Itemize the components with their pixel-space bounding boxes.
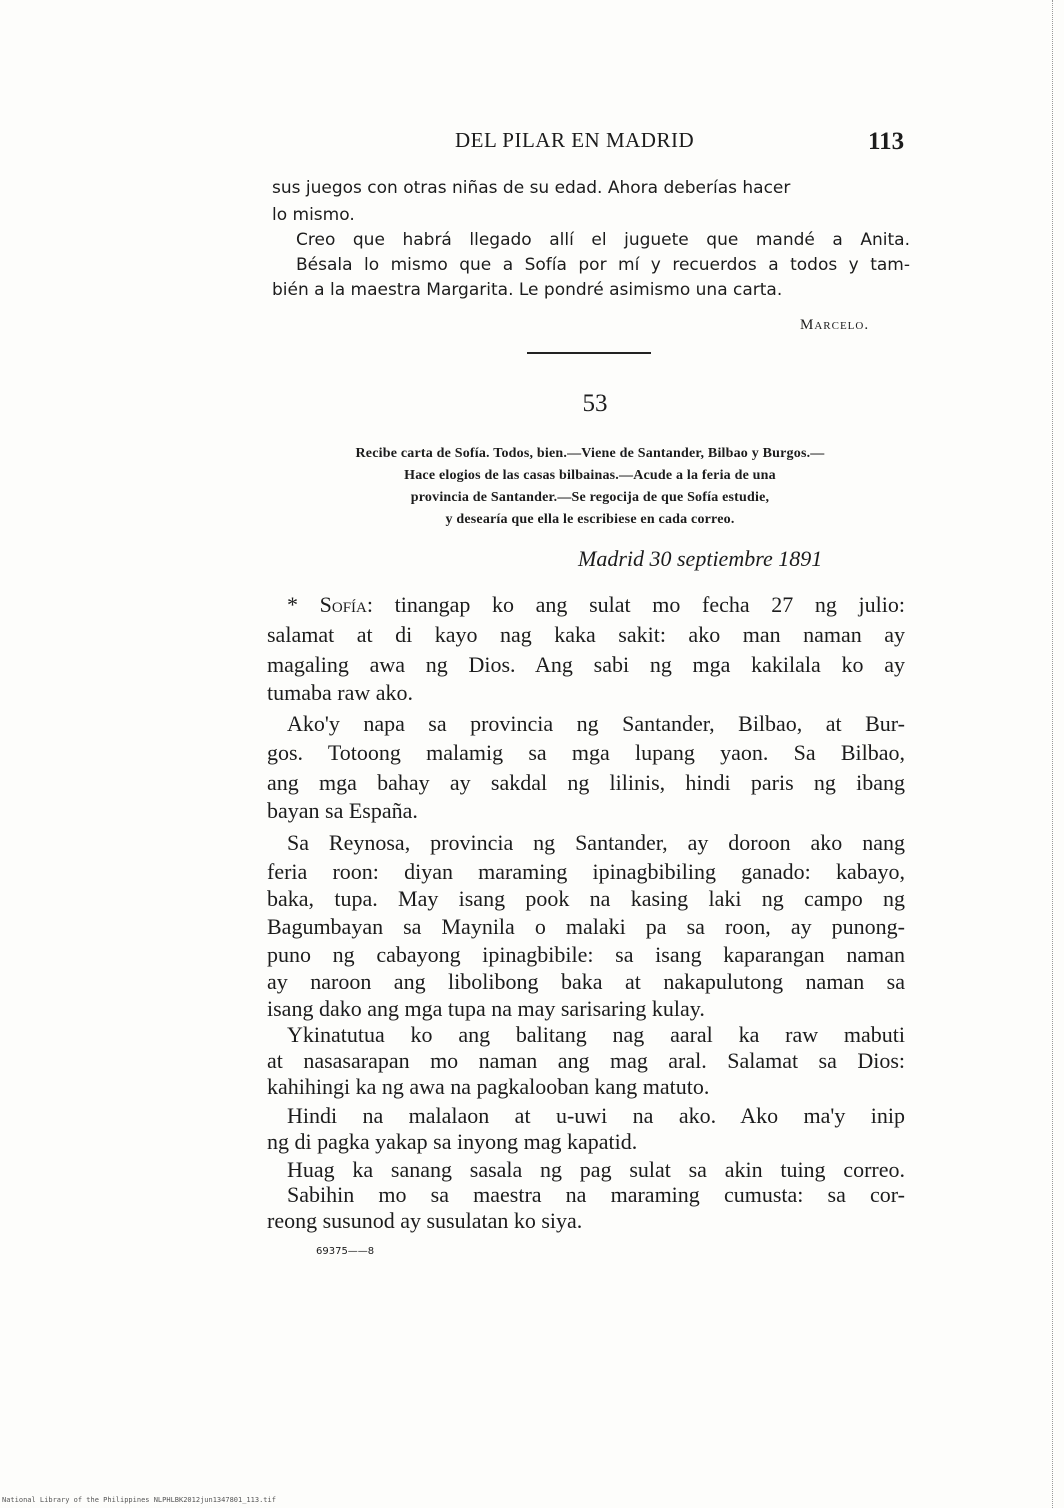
body-line: ng di pagka yakap sa inyong mag kapatid. xyxy=(267,1129,638,1154)
body-line xyxy=(267,590,905,620)
body-line: Bagumbayan sa Maynila o malaki pa sa roon, ay punong- xyxy=(267,914,905,939)
body-line: kahihingi ka ng awa na pagkalooban kang matuto. xyxy=(267,1074,710,1099)
body-line: reong susunod ay susulatan ko siya. xyxy=(267,1208,583,1233)
body-line: at nasasarapan mo naman ang mag aral. Salamat sa Dios: xyxy=(267,1048,905,1073)
previous-letter-line: sus juegos con otras niñas de su edad. Ahora deberías hacer xyxy=(272,178,791,198)
body-line: gos. Totoong malamig sa mga lupang yaon. Sa Bilbao, xyxy=(267,740,905,765)
letter-number: 53 xyxy=(582,390,608,417)
body-line: ang mga bahay ay sakdal ng lilinis, hindi paris ng ibang xyxy=(267,770,905,795)
body-line: salamat at di kayo nag kaka sakit: ako man naman ay xyxy=(267,622,905,647)
body-line: bayan sa España. xyxy=(267,798,418,823)
scan-credit: National Library of the Philippines NLPHLBK2012jun1347801_113.tif xyxy=(2,1496,276,1504)
print-code: 69375——8 xyxy=(316,1246,375,1257)
signature: Marcelo. xyxy=(800,317,870,333)
summary-line: y desearía que ella le escribiese en cada correo. xyxy=(445,512,735,527)
body-line: Hindi na malalaon at u-uwi na ako. Ako ma'y inip xyxy=(287,1103,905,1128)
previous-letter-line: lo mismo. xyxy=(272,205,355,225)
summary-line: Hace elogios de las casas bilbainas.—Acude a la feria de una xyxy=(404,468,776,483)
body-line: Huag ka sanang sasala ng pag sulat sa akin tuing correo. xyxy=(287,1157,905,1182)
body-line: Ykinatutua ko ang balitang nag aaral ka raw mabuti xyxy=(287,1022,905,1047)
summary-line: provincia de Santander.—Se regocija de que Sofía estudie, xyxy=(410,490,770,505)
body-line: ay naroon ang libolibong baka at nakapulutong naman sa xyxy=(267,969,905,994)
summary-line: Recibe carta de Sofía. Todos, bien.—Viene de Santander, Bilbao y Burgos.— xyxy=(355,446,825,461)
salutation: * Sofía: xyxy=(287,592,373,617)
body-line: tumaba raw ako. xyxy=(267,680,413,705)
body-line: feria roon: diyan maraming ipinagbibiling ganado: kabayo, xyxy=(267,859,905,884)
section-divider xyxy=(527,352,651,354)
body-line: Sa Reynosa, provincia ng Santander, ay doroon ako nang xyxy=(287,830,905,855)
body-line: puno ng cabayong ipinagbibile: sa isang kaparangan naman xyxy=(267,942,905,967)
body-line: Ako'y napa sa provincia ng Santander, Bilbao, at Bur- xyxy=(287,711,905,736)
previous-letter-line: Bésala lo mismo que a Sofía por mí y recuerdos a todos y tam- xyxy=(296,255,910,275)
body-line: Sabihin mo sa maestra na maraming cumusta: sa cor- xyxy=(287,1182,905,1207)
page-number: 113 xyxy=(868,128,905,155)
body-line-text: tinangap ko ang sulat mo fecha 27 ng julio: xyxy=(394,592,905,617)
body-line: magaling awa ng Dios. Ang sabi ng mga kakilala ko ay xyxy=(267,652,905,677)
body-line: baka, tupa. May isang pook na kasing laki ng campo ng xyxy=(267,886,905,911)
dateline: Madrid 30 septiembre 1891 xyxy=(578,546,823,571)
previous-letter-line: Creo que habrá llegado allí el juguete que mandé a Anita. xyxy=(296,230,910,250)
previous-letter-line: bién a la maestra Margarita. Le pondré asimismo una carta. xyxy=(272,280,783,300)
running-title: DEL PILAR EN MADRID xyxy=(455,128,695,152)
scan-edge-line xyxy=(1052,0,1053,1508)
body-line: isang dako ang mga tupa na may sarisaring kulay. xyxy=(267,996,705,1021)
